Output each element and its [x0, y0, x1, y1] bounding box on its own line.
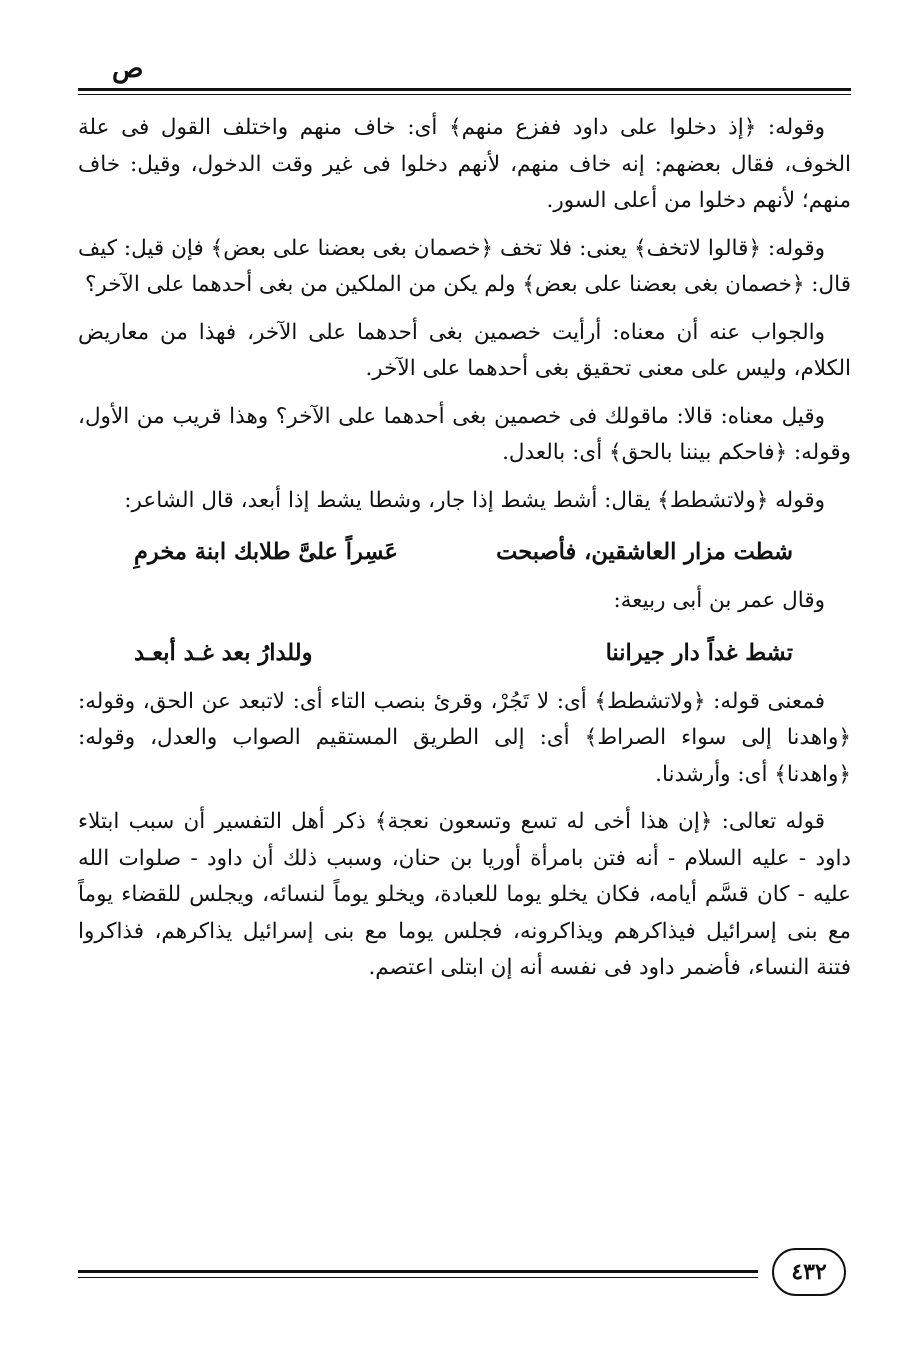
- verse-first-hemistich: تشط غداً دار جيراننا: [605, 639, 793, 666]
- surah-header-mark: ص: [112, 54, 144, 84]
- verse-second-hemistich: وللدارُ بعد غـد أبعـد: [134, 639, 313, 666]
- verse-first-hemistich: شطت مزار العاشقين، فأصبحت: [496, 539, 793, 565]
- paragraph: وقوله ﴿ولاتشطط﴾ يقال: أشط يشط إذا جار، وشطا يشط إذا أبعد، قال الشاعر:: [124, 487, 825, 513]
- header-rule-thin: [78, 94, 851, 95]
- paragraph: وقوله: ﴿إذ دخلوا على داود ففزع منهم﴾ أى: خاف منهم واختلف القول فى علة الخوف، فقال بعضهم: إنه خاف منهم، لأنهم دخلوا فى غير وقت الدخول، وقيل: خاف منهم؛ لأنهم دخلوا من أعلى السور.: [78, 115, 851, 213]
- verse-intro: وقال عمر بن أبى ربيعة:: [613, 588, 825, 613]
- poetry-verse: [78, 531, 851, 573]
- paragraph: وقيل معناه: قالا: ماقولك فى خصمين بغى أحدهما على الآخر؟ وهذا قريب من الأول، وقوله: ﴿فاحكم بيننا بالحق﴾ أى: بالعدل.: [78, 403, 851, 465]
- footer-rule-thin: [78, 1277, 758, 1278]
- paragraph: قوله تعالى: ﴿إن هذا أخى له تسع وتسعون نعجة﴾ ذكر أهل التفسير أن سبب ابتلاء داود - عليه السلام - أنه فتن بامرأة أوريا بن حنان، وسبب ذلك أن داود - صلوات الله عليه - كان قسَّم أيامه، فكان يخلو يوما للعبادة، ويخلو يوماً لنسائه، ويجلس للقضاء يوماً مع بنى إسرائيل فيذاكرهم ويذاكرونه، فجلس يوما مع بنى إسرائيل يذاكرهم، فذاكروا فتنة النساء، فأضمر داود فى نفسه أنه إن ابتلى اعتصم.: [78, 809, 851, 980]
- page-body: [78, 110, 851, 998]
- page-number: ٤٣٢: [772, 1248, 846, 1296]
- footer-rule-thick: [78, 1270, 758, 1273]
- paragraph: وقوله: ﴿قالوا لاتخف﴾ يعنى: فلا تخف ﴿خصمان بغى بعضنا على بعض﴾ فإن قيل: كيف قال: ﴿خصمان بغى بعضنا على بعض﴾ ولم يكن من الملكين من بغى أحدهما على الآخر؟: [78, 235, 851, 297]
- paragraph: فمعنى قوله: ﴿ولاتشطط﴾ أى: لا تَجُرْ، وقرئ بنصب التاء أى: لاتبعد عن الحق، وقوله: ﴿واهدنا إلى سواء الصراط﴾ أى: إلى الطريق المستقيم الصواب والعدل، وقوله: ﴿واهدنا﴾ أى: وأرشدنا.: [78, 688, 851, 787]
- verse-second-hemistich: عَسِراً علىَّ طلابك ابنة مخرمِ: [134, 539, 398, 565]
- header-rule-thick: [78, 88, 851, 91]
- paragraph: والجواب عنه أن معناه: أرأيت خصمين بغى أحدهما على الآخر، فهذا من معاريض الكلام، وليس على معنى تحقيق بغى أحدهما على الآخر.: [78, 319, 851, 381]
- poetry-verse: [78, 632, 851, 674]
